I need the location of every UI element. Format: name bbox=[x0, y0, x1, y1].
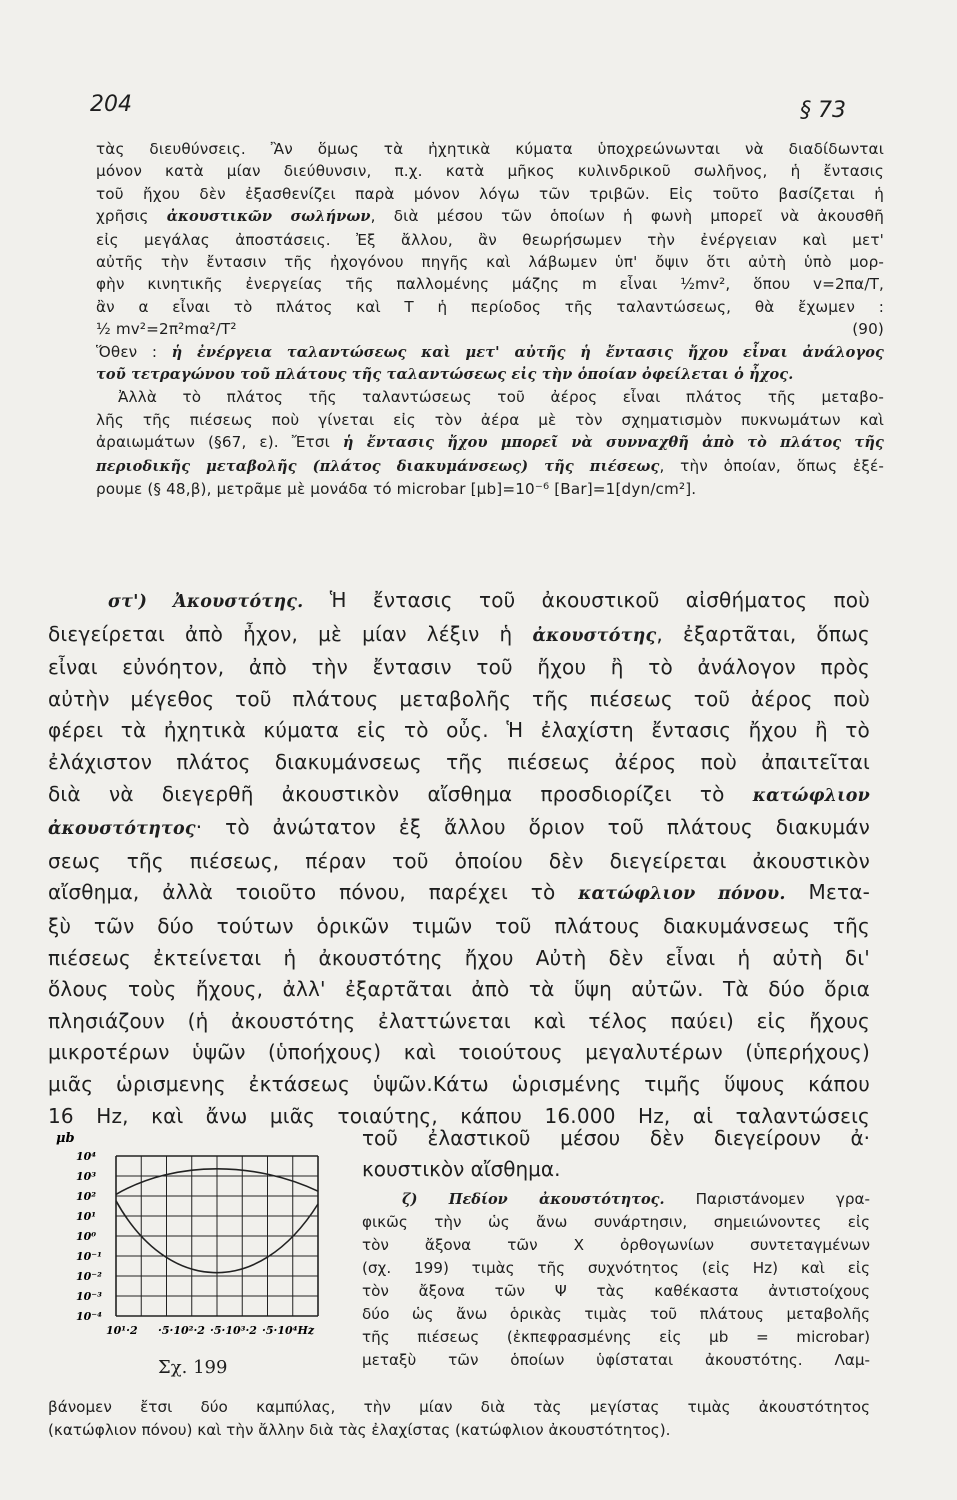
text-line: τὰς διευθύνσεις. Ἂν ὅμως τὰ ἠχητικὰ κύματα ὑποχρεώνωνται νὰ διαδίδωνται bbox=[96, 140, 884, 158]
text-line: τῆς πιέσεως (ἐκπεφρασμένης εἰς μb = microbar) bbox=[362, 1328, 870, 1346]
emphasis: κατώφλιον πόνου. bbox=[578, 884, 786, 905]
subsection-heading: ζ) Πεδίον ἀκουστότητος. bbox=[402, 1191, 665, 1208]
y-tick-label: 10¹ bbox=[76, 1210, 97, 1223]
text-line: ζ) Πεδίον ἀκουστότητος. Παριστάνομεν γρα- bbox=[402, 1190, 870, 1208]
text-line: αὐτῆς τὴν ἔντασιν τῆς ἠχογόνου πηγῆς καὶ λάβωμεν ὑπ' ὄψιν ὅτι αὐτὴ ὑπὸ μορ- bbox=[96, 253, 884, 272]
section-heading: στ') Ἀκουστότης. bbox=[108, 592, 304, 612]
y-tick-label: 10⁰ bbox=[76, 1230, 97, 1243]
y-tick-label: 10⁻⁴ bbox=[76, 1310, 102, 1323]
x-tick-label: ·5·10²·2 bbox=[158, 1324, 205, 1337]
text-line: πιέσεως ἐκτείνεται ἡ ἀκουστότης ἤχου Αὐτὴ δὲν εἶναι ἡ αὐτὴ δι' bbox=[48, 945, 870, 970]
text-line: φέρει τὰ ἠχητικὰ κύματα εἰς τὸ οὖς. Ἡ ἐλαχίστη ἔντασις ἤχου ἢ τὸ bbox=[48, 718, 870, 743]
text-line: ἐλάχιστον πλάτος διακυμάνσεως τῆς πιέσεως ἀέρος ποὺ ἀπαιτεῖται bbox=[48, 749, 870, 774]
text-line: τοῦ ἤχου δὲν ἐξασθενίζει παρὰ μόνον λόγω τῶν τριβῶν. Εἰς τοῦτο βασίζεται ἡ bbox=[96, 184, 884, 203]
text-line: ρουμε (§ 48,β), μετρᾶμε μὲ μονάδα τό microbar [μb]=10⁻⁶ [Bar]=1[dyn/cm²]. bbox=[96, 480, 697, 499]
text-line: εἶναι εὐνόητον, ἀπὸ τὴν ἔντασιν τοῦ ἤχου ἢ τὸ ἀνάλογον πρὸς bbox=[48, 655, 870, 680]
y-tick-label: 10⁻² bbox=[76, 1270, 102, 1283]
y-tick-label: 10⁻¹ bbox=[76, 1250, 102, 1263]
text-line: φὴν κινητικῆς ἐνεργείας τῆς παλλομένης μάζης m εἶναι ½mv², ὅπου v=2πα/T, bbox=[96, 275, 884, 294]
emphasis: ἡ ἔντασις ἤχου μπορεῖ νὰ συνναχθῆ ἀπὸ τὸ πλάτος τῆς bbox=[342, 434, 884, 452]
text-line: κουστικὸν αἴσθημα. bbox=[362, 1157, 561, 1181]
text-line: διεγείρεται ἀπὸ ἦχον, μὲ μίαν λέξιν ἡ ἀκουστότης, ἐξαρτᾶται, ὅπως bbox=[48, 621, 870, 646]
y-tick-label: 10³ bbox=[76, 1170, 97, 1183]
audibility-field-chart bbox=[48, 1120, 348, 1360]
text-line: φικῶς τὴν ὡς ἄνω συνάρτησιν, σημειώνοντες εἰς bbox=[362, 1213, 870, 1231]
text-line: δύο ὡς ἄνω ὁρικὰς τιμὰς τοῦ πλάτους μεταβολῆς bbox=[362, 1305, 870, 1323]
x-tick-label: 10¹·2 bbox=[106, 1324, 138, 1337]
text-line: πλησιάζουν (ἡ ἀκουστότης ἐλαττώνεται καὶ τέλος παύει) εἰς ἤχους bbox=[48, 1008, 870, 1033]
upper-small-text bbox=[96, 138, 884, 501]
bottom-text bbox=[48, 1396, 870, 1442]
right-column-text bbox=[362, 1123, 870, 1372]
text-line: ἀραιωμάτων (§67, ε). Ἔτσι ἡ ἔντασις ἤχου μπορεῖ νὰ συνναχθῆ ἀπὸ τὸ πλάτος τῆς bbox=[96, 433, 884, 452]
x-tick-label: ·5·10³·2 bbox=[210, 1324, 257, 1337]
equation-90 bbox=[96, 318, 884, 340]
text-line: αὐτὴν μέγεθος τοῦ πλάτους μεταβολῆς τῆς πιέσεως τοῦ ἀέρος ποὺ bbox=[48, 686, 870, 711]
text-line: ἀκουστότητος· τὸ ἀνώτατον ἐξ ἄλλου ὅριον τοῦ πλάτους διακυμάν bbox=[48, 815, 870, 840]
text-line: τοῦ τετραγώνου τοῦ πλάτους τῆς ταλαντώσεως εἰς τὴν ὁποίαν ὀφείλεται ὁ ἦχος. bbox=[96, 366, 794, 384]
text-line: τοῦ ἐλαστικοῦ μέσου δὲν διεγείρουν ἀ· bbox=[362, 1126, 870, 1150]
x-tick-label: ·5·10⁴Hz bbox=[262, 1324, 315, 1337]
text-line: βάνομεν ἔτσι δύο καμπύλας, τὴν μίαν διὰ τὰς μεγίστας τιμὰς ἀκουστότητος bbox=[48, 1398, 870, 1416]
text-line: μεταξὺ τῶν ὁποίων ὑφίσταται ἀκουστότης. Λαμ- bbox=[362, 1351, 870, 1369]
page-number: 204 bbox=[90, 92, 132, 117]
text-line: Ἀλλὰ τὸ πλάτος τῆς ταλαντώσεως τοῦ ἀέρος εἶναι πλάτος τῆς μεταβο- bbox=[118, 388, 884, 407]
y-tick-label: 10⁴ bbox=[76, 1150, 97, 1163]
text-line: στ') Ἀκουστότης. Ἡ ἔντασις τοῦ ἀκουστικοῦ αἰσθήματος ποὺ bbox=[108, 588, 870, 612]
text-line: αἴσθημα, ἀλλὰ τοιοῦτο πόνου, παρέχει τὸ κατώφλιον πόνου. Μετα- bbox=[48, 880, 870, 905]
equation-number: (90) bbox=[852, 320, 884, 339]
text-line: ξὺ τῶν δύο τούτων ὁρικῶν τιμῶν τοῦ πλάτους διακυμάνσεως τῆς bbox=[48, 913, 870, 938]
text-line: περιοδικῆς μεταβολῆς (πλάτος διακυμάνσεως) τῆς πιέσεως, τὴν ὁποίαν, ὅπως ἐξέ- bbox=[96, 456, 884, 475]
emphasis: ἡ ἐνέργεια ταλαντώσεως καὶ μετ' αὐτῆς ἡ ἔντασις ἤχου εἶναι ἀνάλογος bbox=[171, 343, 884, 361]
figure-caption: Σχ. 199 bbox=[158, 1357, 228, 1378]
y-tick-labels bbox=[76, 1150, 102, 1323]
text-line: εἰς μεγάλας ἀποστάσεις. Ἐξ ἄλλου, ἂν θεωρήσωμεν τὴν ἐνέργειαν καὶ μετ' bbox=[96, 230, 884, 249]
text-line: λῆς τῆς πιέσεως ποὺ γίνεται εἰς τὸν ἀέρα μὲ τὸν σχηματισμὸν πυκνωμάτων καὶ bbox=[96, 410, 884, 429]
figure-199 bbox=[48, 1120, 348, 1380]
text-line: ὅλους τοὺς ἤχους, ἀλλ' ἐξαρτᾶται ἀπὸ τὰ ὕψη αὐτῶν. Τὰ δύο ὅρια bbox=[48, 977, 870, 1002]
equation-expression: ½ mv²=2π²mα²/T² bbox=[96, 320, 237, 339]
text-line: σεως τῆς πιέσεως, πέραν τοῦ ὁποίου δὲν διεγείρεται ἀκουστικὸν bbox=[48, 848, 870, 873]
text-line: 16 Hz, καὶ ἄνω μιᾶς τοιαύτης, κάπου 16.000 Hz, αἱ ταλαντώσεις bbox=[48, 1103, 870, 1128]
text-line: μόνον κατὰ μίαν διεύθυνσιν, π.χ. κατὰ μῆκος κυλινδρικοῦ σωλῆνος, ἡ ἔντασις bbox=[96, 162, 884, 181]
text-line: τὸν ἄξονα τῶν X ὀρθογωνίων συντεταγμένων bbox=[362, 1236, 870, 1254]
text-line: Ὅθεν : ἡ ἐνέργεια ταλαντώσεως καὶ μετ' αὐτῆς ἡ ἔντασις ἤχου εἶναι ἀνάλογος bbox=[96, 342, 884, 361]
text-line: (σχ. 199) τιμὰς τῆς συχνότητος (εἰς Hz) καὶ εἰς bbox=[362, 1259, 870, 1277]
emphasis: κατώφλιον bbox=[752, 785, 870, 806]
emphasis: ἀκουστικῶν σωλήνων bbox=[166, 208, 371, 226]
main-large-text bbox=[48, 585, 870, 1132]
section-marker: § 73 bbox=[800, 98, 846, 123]
text-line: μιᾶς ὡρισμενης ἐκτάσεως ὑψῶν.Κάτω ὡρισμένης τιμῆς ὕψους κάπου bbox=[48, 1071, 870, 1096]
y-tick-label: 10⁻³ bbox=[76, 1290, 102, 1303]
right-small-text bbox=[362, 1188, 870, 1372]
text-line: χρῆσις ἀκουστικῶν σωλήνων, διὰ μέσου τῶν ὁποίων ἡ φωνὴ μπορεῖ νὰ ἀκουσθῆ bbox=[96, 207, 884, 226]
text-line: (κατώφλιον πόνου) καὶ τὴν ἄλλην διὰ τὰς ἐλαχίστας (κατώφλιον ἀκουστότητος). bbox=[48, 1421, 671, 1439]
y-tick-label: 10² bbox=[76, 1190, 97, 1203]
emphasis: ἀκουστότητος bbox=[48, 819, 196, 840]
emphasis: περιοδικῆς μεταβολῆς (πλάτος διακυμάνσεως) τῆς πιέσεως bbox=[96, 457, 660, 475]
y-unit-label: μb bbox=[56, 1131, 75, 1146]
text-line: ἂν α εἶναι τὸ πλάτος καὶ T ἡ περίοδος τῆς ταλαντώσεως, θὰ ἔχωμεν : bbox=[96, 297, 884, 316]
emphasis: ἀκουστότης bbox=[532, 625, 657, 646]
x-tick-labels bbox=[106, 1324, 315, 1337]
text-line: τὸν ἄξονα τῶν Ψ τὰς καθέκαστα ἀντιστοίχους bbox=[362, 1282, 870, 1300]
text-line: διὰ νὰ διεγερθῆ ἀκουστικὸν αἴσθημα προσδιορίζει τὸ κατώφλιον bbox=[48, 781, 870, 806]
text-line: μικροτέρων ὑψῶν (ὑποήχους) καὶ τοιούτους μεγαλυτέρων (ὑπερήχους) bbox=[48, 1040, 870, 1065]
